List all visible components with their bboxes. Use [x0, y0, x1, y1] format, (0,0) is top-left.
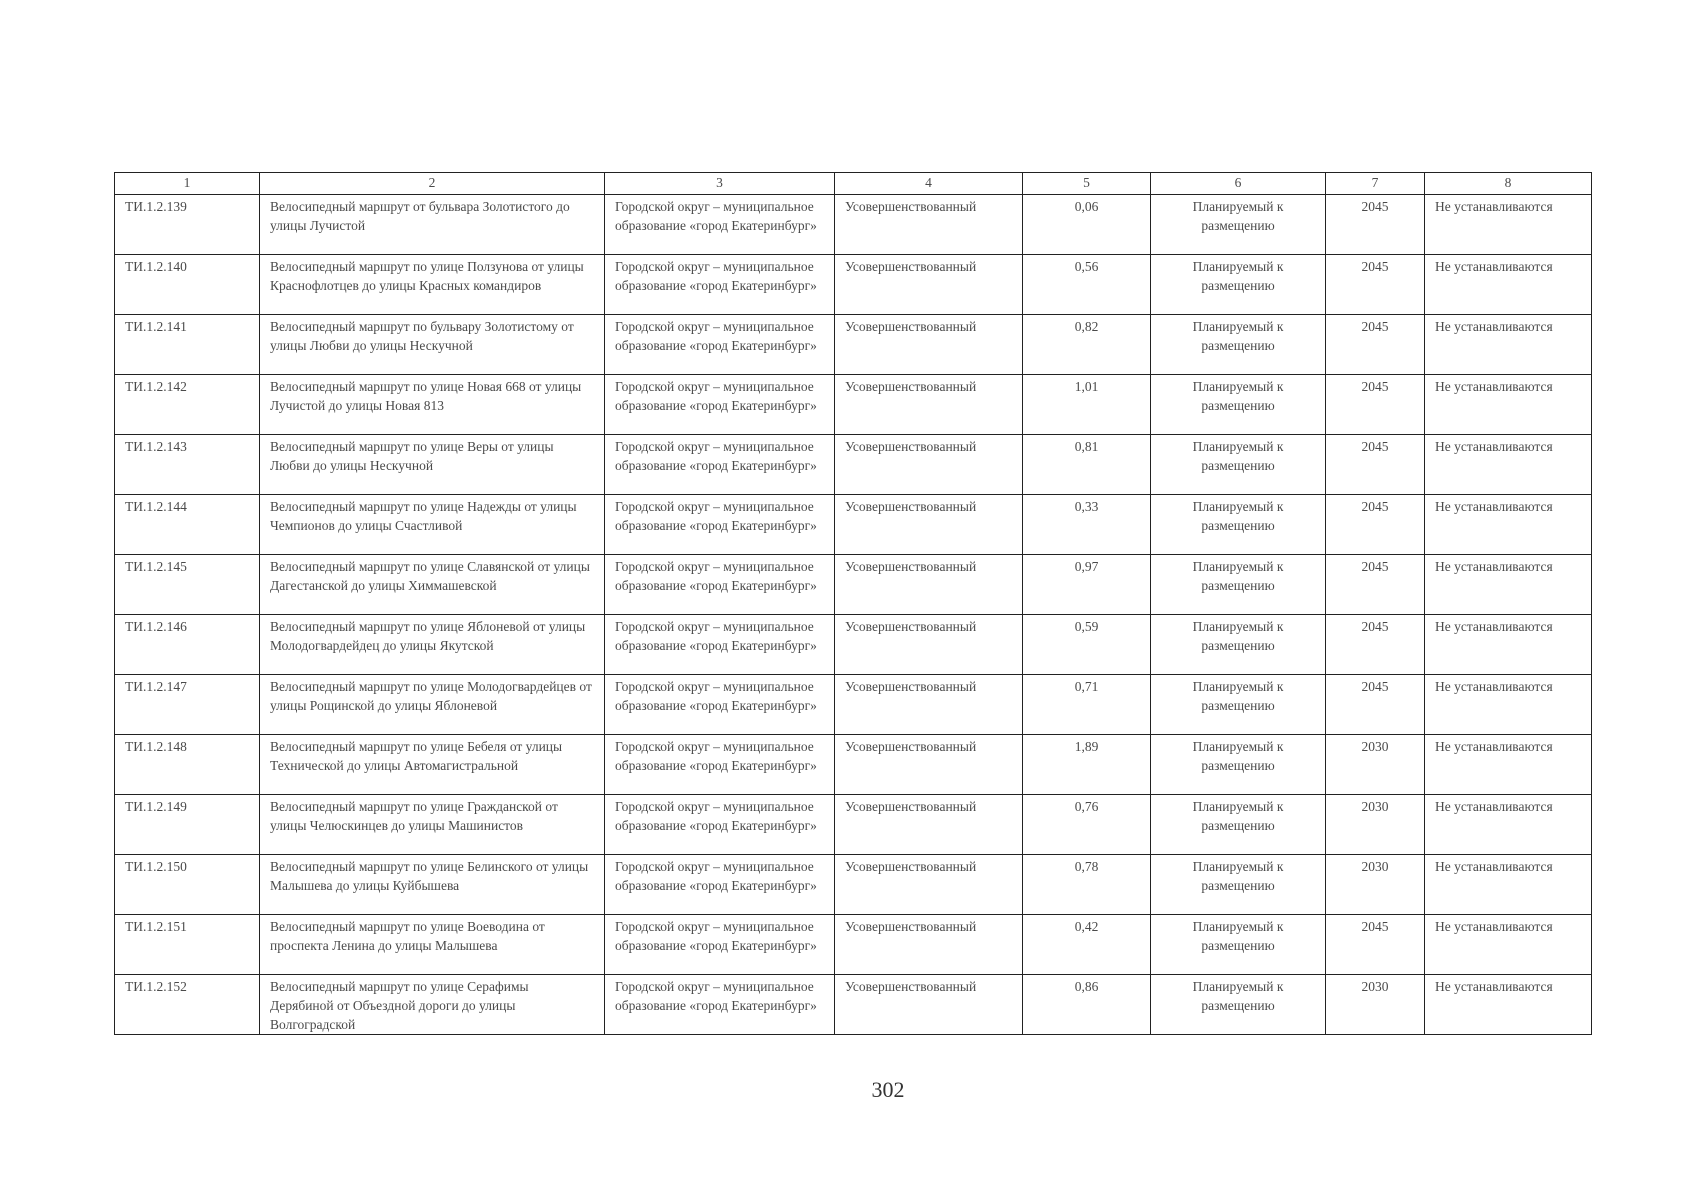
cell-year-text: 2045 [1361, 559, 1389, 574]
cell-year [1326, 615, 1425, 675]
cell-type [835, 495, 1023, 555]
cell-type-text: Усовершенствованный [845, 499, 977, 514]
cell-id [115, 915, 260, 975]
cell-length [1023, 495, 1151, 555]
column-header-4: 4 [835, 173, 1023, 195]
cell-id [115, 615, 260, 675]
cell-zones-text: Не устанавливаются [1435, 799, 1553, 814]
cell-municipality [605, 615, 835, 675]
cell-year-text: 2045 [1361, 259, 1389, 274]
cell-year [1326, 375, 1425, 435]
cell-zones-text: Не устанавливаются [1435, 379, 1553, 394]
cell-zones [1425, 915, 1592, 975]
cell-length [1023, 615, 1151, 675]
cell-type [835, 195, 1023, 255]
cell-zones-text: Не устанавливаются [1435, 859, 1553, 874]
cell-name [260, 735, 605, 795]
cell-id-text: ТИ.1.2.144 [125, 499, 187, 514]
cell-status-text: Планируемый к размещению [1192, 919, 1284, 953]
cell-year-text: 2045 [1361, 199, 1389, 214]
cell-type-text: Усовершенствованный [845, 559, 977, 574]
header-row [115, 173, 1592, 195]
cell-status [1151, 195, 1326, 255]
cell-zones-text: Не устанавливаются [1435, 979, 1553, 994]
cell-length-text: 1,01 [1074, 379, 1099, 394]
cell-type-text: Усовершенствованный [845, 859, 977, 874]
cell-length-text: 0,81 [1074, 439, 1099, 454]
cell-name-text: Велосипедный маршрут по улице Бебеля от улицы Технической до улицы Автомагистральной [270, 739, 563, 773]
cell-year [1326, 555, 1425, 615]
cell-status [1151, 315, 1326, 375]
cell-id-text: ТИ.1.2.145 [125, 559, 187, 574]
cell-name-text: Велосипедный маршрут по бульвару Золотистому от улицы Любви до улицы Нескучной [270, 319, 574, 353]
cell-type-text: Усовершенствованный [845, 319, 977, 334]
page-number: 302 [871, 1077, 905, 1102]
cell-type-text: Усовершенствованный [845, 919, 977, 934]
cell-status [1151, 375, 1326, 435]
cell-municipality-text: Городской округ – муниципальное образование «город Екатеринбург» [615, 199, 817, 233]
cell-id-text: ТИ.1.2.148 [125, 739, 187, 754]
cell-length-text: 0,97 [1074, 559, 1099, 574]
cell-year [1326, 315, 1425, 375]
cell-type [835, 255, 1023, 315]
table-row [115, 795, 1592, 855]
cell-year [1326, 435, 1425, 495]
cell-zones-text: Не устанавливаются [1435, 259, 1553, 274]
cell-id-text: ТИ.1.2.149 [125, 799, 187, 814]
cell-municipality [605, 375, 835, 435]
cell-type-text: Усовершенствованный [845, 619, 977, 634]
cell-length-text: 0,59 [1074, 619, 1099, 634]
cell-length-text: 0,76 [1074, 799, 1099, 814]
table-row [115, 615, 1592, 675]
cell-status-text: Планируемый к размещению [1192, 199, 1284, 233]
cell-status-text: Планируемый к размещению [1192, 379, 1284, 413]
cell-id [115, 495, 260, 555]
cell-zones-text: Не устанавливаются [1435, 559, 1553, 574]
cell-id-text: ТИ.1.2.139 [125, 199, 187, 214]
cell-municipality-text: Городской округ – муниципальное образование «город Екатеринбург» [615, 619, 817, 653]
cell-zones-text: Не устанавливаются [1435, 739, 1553, 754]
cell-name [260, 795, 605, 855]
cell-zones [1425, 615, 1592, 675]
cell-year-text: 2045 [1361, 619, 1389, 634]
cell-name [260, 975, 605, 1035]
cell-zones [1425, 375, 1592, 435]
cell-status [1151, 435, 1326, 495]
column-header-6: 6 [1151, 173, 1326, 195]
cell-municipality-text: Городской округ – муниципальное образование «город Екатеринбург» [615, 679, 817, 713]
cell-year [1326, 675, 1425, 735]
cell-zones [1425, 675, 1592, 735]
cell-length-text: 0,06 [1074, 199, 1099, 214]
column-header-8: 8 [1425, 173, 1592, 195]
cell-year [1326, 975, 1425, 1035]
cell-municipality [605, 555, 835, 615]
cell-id-text: ТИ.1.2.142 [125, 379, 187, 394]
cell-type-text: Усовершенствованный [845, 979, 977, 994]
cell-municipality-text: Городской округ – муниципальное образование «город Екатеринбург» [615, 799, 817, 833]
cell-zones [1425, 435, 1592, 495]
cell-municipality-text: Городской округ – муниципальное образование «город Екатеринбург» [615, 499, 817, 533]
cell-year-text: 2045 [1361, 439, 1389, 454]
cell-length-text: 0,86 [1074, 979, 1099, 994]
cell-id [115, 255, 260, 315]
cell-status [1151, 735, 1326, 795]
cell-municipality-text: Городской округ – муниципальное образование «город Екатеринбург» [615, 859, 817, 893]
cell-name-text: Велосипедный маршрут по улице Ползунова от улицы Краснофлотцев до улицы Красных командиров [270, 259, 584, 293]
cell-length-text: 0,82 [1074, 319, 1099, 334]
cell-name [260, 675, 605, 735]
cell-length-text: 1,89 [1074, 739, 1099, 754]
cell-zones-text: Не устанавливаются [1435, 439, 1553, 454]
cell-year-text: 2045 [1361, 379, 1389, 394]
cell-type [835, 435, 1023, 495]
cell-id [115, 435, 260, 495]
cell-name [260, 915, 605, 975]
cell-type-text: Усовершенствованный [845, 439, 977, 454]
column-header-1: 1 [115, 173, 260, 195]
cell-length-text: 0,56 [1074, 259, 1099, 274]
cell-year [1326, 915, 1425, 975]
cell-status [1151, 975, 1326, 1035]
cell-type-text: Усовершенствованный [845, 199, 977, 214]
cell-name [260, 435, 605, 495]
routes-table [114, 172, 1592, 1035]
cell-status-text: Планируемый к размещению [1192, 859, 1284, 893]
cell-length-text: 0,71 [1074, 679, 1099, 694]
cell-status-text: Планируемый к размещению [1192, 439, 1284, 473]
cell-id-text: ТИ.1.2.150 [125, 859, 187, 874]
cell-municipality [605, 795, 835, 855]
cell-type [835, 975, 1023, 1035]
cell-name [260, 615, 605, 675]
column-header-5: 5 [1023, 173, 1151, 195]
cell-municipality-text: Городской округ – муниципальное образование «город Екатеринбург» [615, 559, 817, 593]
cell-length [1023, 915, 1151, 975]
cell-type [835, 315, 1023, 375]
table-row [115, 675, 1592, 735]
cell-id-text: ТИ.1.2.141 [125, 319, 187, 334]
cell-name [260, 195, 605, 255]
table-row [115, 495, 1592, 555]
column-header-3: 3 [605, 173, 835, 195]
cell-status [1151, 255, 1326, 315]
cell-length [1023, 255, 1151, 315]
cell-municipality [605, 735, 835, 795]
cell-length [1023, 795, 1151, 855]
cell-length-text: 0,78 [1074, 859, 1099, 874]
cell-type-text: Усовершенствованный [845, 379, 977, 394]
cell-length [1023, 855, 1151, 915]
cell-length [1023, 195, 1151, 255]
cell-year [1326, 735, 1425, 795]
cell-zones [1425, 975, 1592, 1035]
cell-id [115, 795, 260, 855]
cell-zones-text: Не устанавливаются [1435, 319, 1553, 334]
cell-name [260, 255, 605, 315]
cell-name [260, 555, 605, 615]
cell-length [1023, 735, 1151, 795]
cell-year [1326, 795, 1425, 855]
cell-year-text: 2030 [1361, 799, 1389, 814]
cell-zones-text: Не устанавливаются [1435, 919, 1553, 934]
table-header [115, 173, 1592, 195]
cell-type-text: Усовершенствованный [845, 799, 977, 814]
cell-name [260, 495, 605, 555]
cell-year-text: 2030 [1361, 979, 1389, 994]
cell-municipality [605, 855, 835, 915]
cell-year [1326, 495, 1425, 555]
cell-name-text: Велосипедный маршрут по улице Воеводина от проспекта Ленина до улицы Малышева [270, 919, 545, 953]
cell-id [115, 855, 260, 915]
cell-municipality [605, 255, 835, 315]
cell-id [115, 555, 260, 615]
cell-status [1151, 855, 1326, 915]
cell-municipality-text: Городской округ – муниципальное образование «город Екатеринбург» [615, 739, 817, 773]
cell-length [1023, 435, 1151, 495]
cell-status [1151, 795, 1326, 855]
cell-status-text: Планируемый к размещению [1192, 619, 1284, 653]
cell-zones [1425, 255, 1592, 315]
cell-municipality [605, 915, 835, 975]
cell-municipality-text: Городской округ – муниципальное образование «город Екатеринбург» [615, 919, 817, 953]
cell-type-text: Усовершенствованный [845, 739, 977, 754]
cell-name [260, 375, 605, 435]
cell-type [835, 855, 1023, 915]
cell-id [115, 735, 260, 795]
cell-year-text: 2045 [1361, 679, 1389, 694]
cell-zones [1425, 495, 1592, 555]
cell-municipality [605, 195, 835, 255]
table-row [115, 375, 1592, 435]
table-row [115, 915, 1592, 975]
cell-status-text: Планируемый к размещению [1192, 979, 1284, 1013]
cell-name [260, 315, 605, 375]
cell-zones-text: Не устанавливаются [1435, 619, 1553, 634]
cell-year [1326, 195, 1425, 255]
cell-status-text: Планируемый к размещению [1192, 559, 1284, 593]
cell-type-text: Усовершенствованный [845, 259, 977, 274]
table-row [115, 315, 1592, 375]
cell-zones-text: Не устанавливаются [1435, 499, 1553, 514]
cell-name-text: Велосипедный маршрут по улице Славянской от улицы Дагестанской до улицы Химмашевской [270, 559, 590, 593]
column-header-7: 7 [1326, 173, 1425, 195]
cell-id [115, 315, 260, 375]
cell-name-text: Велосипедный маршрут от бульвара Золотистого до улицы Лучистой [270, 199, 570, 233]
table-row [115, 975, 1592, 1035]
table-row [115, 195, 1592, 255]
cell-name-text: Велосипедный маршрут по улице Белинского от улицы Малышева до улицы Куйбышева [270, 859, 589, 893]
cell-type-text: Усовершенствованный [845, 679, 977, 694]
cell-year-text: 2045 [1361, 319, 1389, 334]
cell-status [1151, 495, 1326, 555]
cell-status-text: Планируемый к размещению [1192, 799, 1284, 833]
cell-length [1023, 375, 1151, 435]
cell-status [1151, 915, 1326, 975]
cell-municipality [605, 675, 835, 735]
cell-status [1151, 615, 1326, 675]
cell-length [1023, 675, 1151, 735]
cell-year-text: 2045 [1361, 499, 1389, 514]
cell-municipality [605, 435, 835, 495]
table-row [115, 855, 1592, 915]
cell-year [1326, 255, 1425, 315]
cell-year [1326, 855, 1425, 915]
cell-length [1023, 555, 1151, 615]
cell-zones [1425, 315, 1592, 375]
cell-zones [1425, 855, 1592, 915]
cell-status-text: Планируемый к размещению [1192, 259, 1284, 293]
cell-type [835, 675, 1023, 735]
cell-zones [1425, 735, 1592, 795]
table-row [115, 555, 1592, 615]
table-row [115, 435, 1592, 495]
cell-status-text: Планируемый к размещению [1192, 319, 1284, 353]
cell-name-text: Велосипедный маршрут по улице Новая 668 от улицы Лучистой до улицы Новая 813 [270, 379, 582, 413]
cell-id [115, 195, 260, 255]
cell-name-text: Велосипедный маршрут по улице Надежды от улицы Чемпионов до улицы Счастливой [270, 499, 577, 533]
cell-length-text: 0,42 [1074, 919, 1099, 934]
cell-municipality-text: Городской округ – муниципальное образование «город Екатеринбург» [615, 379, 817, 413]
cell-name-text: Велосипедный маршрут по улице Яблоневой от улицы Молодогвардейдец до улицы Якутской [270, 619, 586, 653]
cell-zones [1425, 795, 1592, 855]
cell-name-text: Велосипедный маршрут по улице Гражданской от улицы Челюскинцев до улицы Машинистов [270, 799, 558, 833]
cell-id-text: ТИ.1.2.147 [125, 679, 187, 694]
cell-municipality [605, 315, 835, 375]
cell-status-text: Планируемый к размещению [1192, 739, 1284, 773]
cell-name-text: Велосипедный маршрут по улице Молодогвардейцев от улицы Рощинской до улицы Яблоневой [270, 679, 592, 713]
cell-status [1151, 555, 1326, 615]
cell-zones-text: Не устанавливаются [1435, 679, 1553, 694]
cell-id [115, 375, 260, 435]
cell-type [835, 615, 1023, 675]
cell-id [115, 975, 260, 1035]
column-header-2: 2 [260, 173, 605, 195]
cell-type [835, 735, 1023, 795]
cell-municipality-text: Городской округ – муниципальное образование «город Екатеринбург» [615, 439, 817, 473]
cell-id-text: ТИ.1.2.143 [125, 439, 187, 454]
cell-length-text: 0,33 [1074, 499, 1099, 514]
cell-id-text: ТИ.1.2.151 [125, 919, 187, 934]
table-row [115, 735, 1592, 795]
cell-name [260, 855, 605, 915]
cell-type [835, 795, 1023, 855]
cell-id-text: ТИ.1.2.146 [125, 619, 187, 634]
cell-type [835, 915, 1023, 975]
cell-zones-text: Не устанавливаются [1435, 199, 1553, 214]
cell-zones [1425, 555, 1592, 615]
cell-municipality [605, 495, 835, 555]
table-body [115, 195, 1592, 1035]
cell-status-text: Планируемый к размещению [1192, 499, 1284, 533]
cell-year-text: 2045 [1361, 919, 1389, 934]
cell-length [1023, 975, 1151, 1035]
cell-zones [1425, 195, 1592, 255]
cell-status-text: Планируемый к размещению [1192, 679, 1284, 713]
cell-municipality-text: Городской округ – муниципальное образование «город Екатеринбург» [615, 319, 817, 353]
cell-name-text: Велосипедный маршрут по улице Серафимы Дерябиной от Объездной дороги до улицы Волгоградской [270, 979, 529, 1032]
cell-status [1151, 675, 1326, 735]
table-row [115, 255, 1592, 315]
cell-type [835, 375, 1023, 435]
cell-id-text: ТИ.1.2.152 [125, 979, 187, 994]
cell-id [115, 675, 260, 735]
cell-year-text: 2030 [1361, 739, 1389, 754]
cell-length [1023, 315, 1151, 375]
cell-type [835, 555, 1023, 615]
cell-id-text: ТИ.1.2.140 [125, 259, 187, 274]
cell-municipality-text: Городской округ – муниципальное образование «город Екатеринбург» [615, 979, 817, 1013]
cell-name-text: Велосипедный маршрут по улице Веры от улицы Любви до улицы Нескучной [270, 439, 554, 473]
cell-municipality-text: Городской округ – муниципальное образование «город Екатеринбург» [615, 259, 817, 293]
cell-municipality [605, 975, 835, 1035]
cell-year-text: 2030 [1361, 859, 1389, 874]
